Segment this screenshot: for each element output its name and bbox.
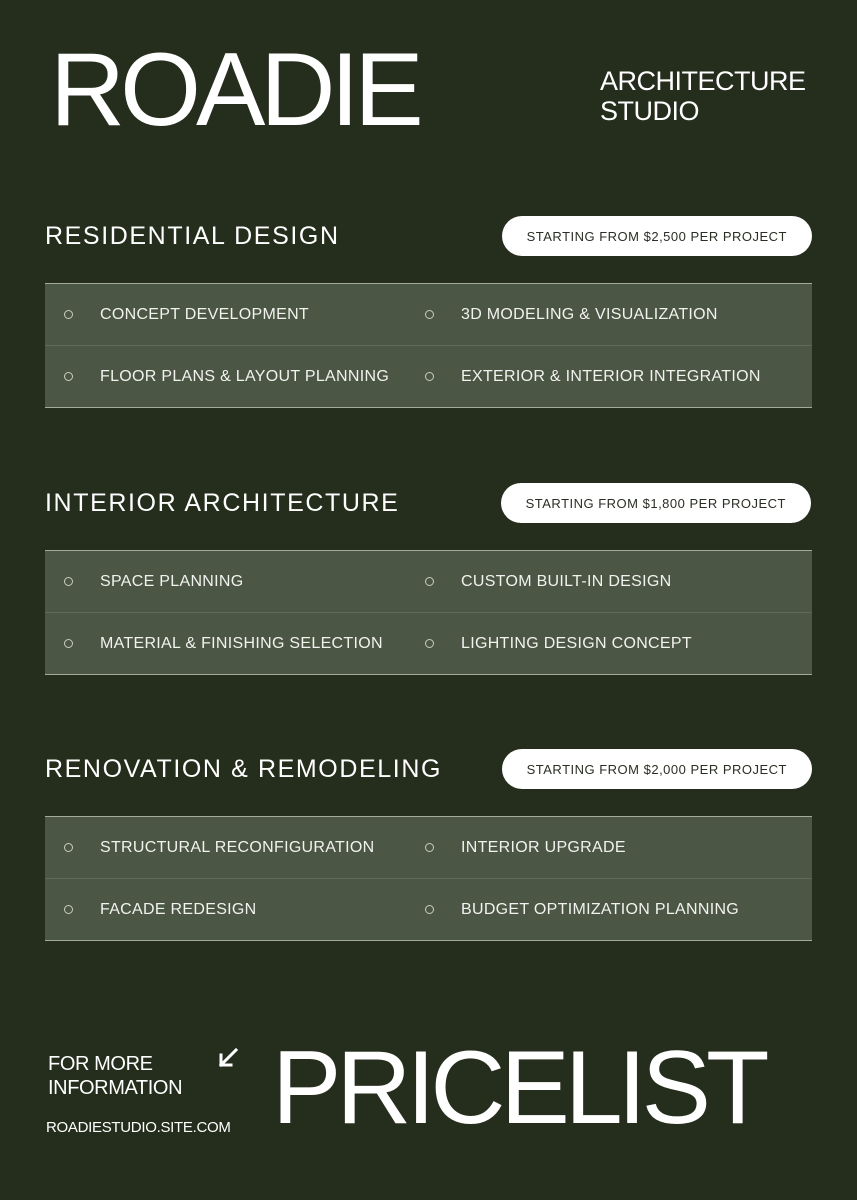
bullet-icon [64, 577, 73, 586]
service-label: STRUCTURAL RECONFIGURATION [100, 838, 375, 856]
section-title: INTERIOR ARCHITECTURE [45, 489, 400, 517]
bullet-icon [425, 372, 434, 381]
service-label: FLOOR PLANS & LAYOUT PLANNING [100, 367, 390, 385]
brand-title: ROADIE [50, 32, 419, 148]
services-row [45, 817, 812, 878]
service-label: 3D MODELING & VISUALIZATION [461, 305, 718, 323]
price-badge: STARTING FROM $1,800 PER PROJECT [501, 483, 811, 523]
price-badge: STARTING FROM $2,000 PER PROJECT [502, 749, 812, 789]
studio-subtitle-line2: STUDIO [600, 96, 700, 126]
service-item [45, 635, 425, 653]
service-label: INTERIOR UPGRADE [461, 838, 626, 856]
bullet-icon [64, 310, 73, 319]
service-label: LIGHTING DESIGN CONCEPT [461, 634, 692, 652]
services-row [45, 878, 812, 940]
service-item [425, 573, 671, 591]
service-item [425, 901, 739, 919]
service-item [45, 368, 425, 386]
services-row [45, 284, 812, 345]
section-header [45, 483, 812, 523]
service-label: SPACE PLANNING [100, 572, 244, 590]
service-item [45, 839, 425, 857]
bullet-icon [425, 843, 434, 852]
more-info-label [48, 1052, 182, 1100]
price-badge: STARTING FROM $2,500 PER PROJECT [502, 216, 812, 256]
services-row [45, 551, 812, 612]
pricelist-title: PRICELIST [272, 1030, 765, 1146]
service-item [45, 573, 425, 591]
more-info-line1: FOR MORE [48, 1053, 153, 1075]
bullet-icon [425, 310, 434, 319]
service-item [425, 368, 761, 386]
service-label: CUSTOM BUILT-IN DESIGN [461, 572, 672, 590]
service-item [45, 901, 425, 919]
service-item [425, 635, 692, 653]
service-label: FACADE REDESIGN [100, 900, 257, 918]
website-link[interactable]: ROADIESTUDIO.SITE.COM [46, 1119, 231, 1136]
bullet-icon [64, 372, 73, 381]
studio-subtitle [600, 66, 806, 126]
section-title: RENOVATION & REMODELING [45, 755, 443, 783]
section-residential-design [45, 216, 812, 408]
arrow-down-left-icon [216, 1046, 240, 1070]
service-item [425, 306, 718, 324]
section-header [45, 749, 812, 789]
studio-subtitle-line1: ARCHITECTURE [600, 66, 806, 96]
bullet-icon [425, 905, 434, 914]
service-label: MATERIAL & FINISHING SELECTION [100, 634, 383, 652]
more-info-line2: INFORMATION [48, 1077, 183, 1099]
services-row [45, 345, 812, 407]
bullet-icon [64, 639, 73, 648]
services-list [45, 816, 812, 941]
section-interior-architecture [45, 483, 812, 675]
service-label: BUDGET OPTIMIZATION PLANNING [461, 900, 740, 918]
bullet-icon [64, 843, 73, 852]
service-label: EXTERIOR & INTERIOR INTEGRATION [461, 367, 761, 385]
service-item [45, 306, 425, 324]
bullet-icon [425, 577, 434, 586]
service-item [425, 839, 626, 857]
services-list [45, 283, 812, 408]
bullet-icon [425, 639, 434, 648]
bullet-icon [64, 905, 73, 914]
section-header [45, 216, 812, 256]
section-title: RESIDENTIAL DESIGN [45, 222, 340, 250]
services-list [45, 550, 812, 675]
section-renovation-remodeling [45, 749, 812, 941]
services-row [45, 612, 812, 674]
service-label: CONCEPT DEVELOPMENT [100, 305, 309, 323]
